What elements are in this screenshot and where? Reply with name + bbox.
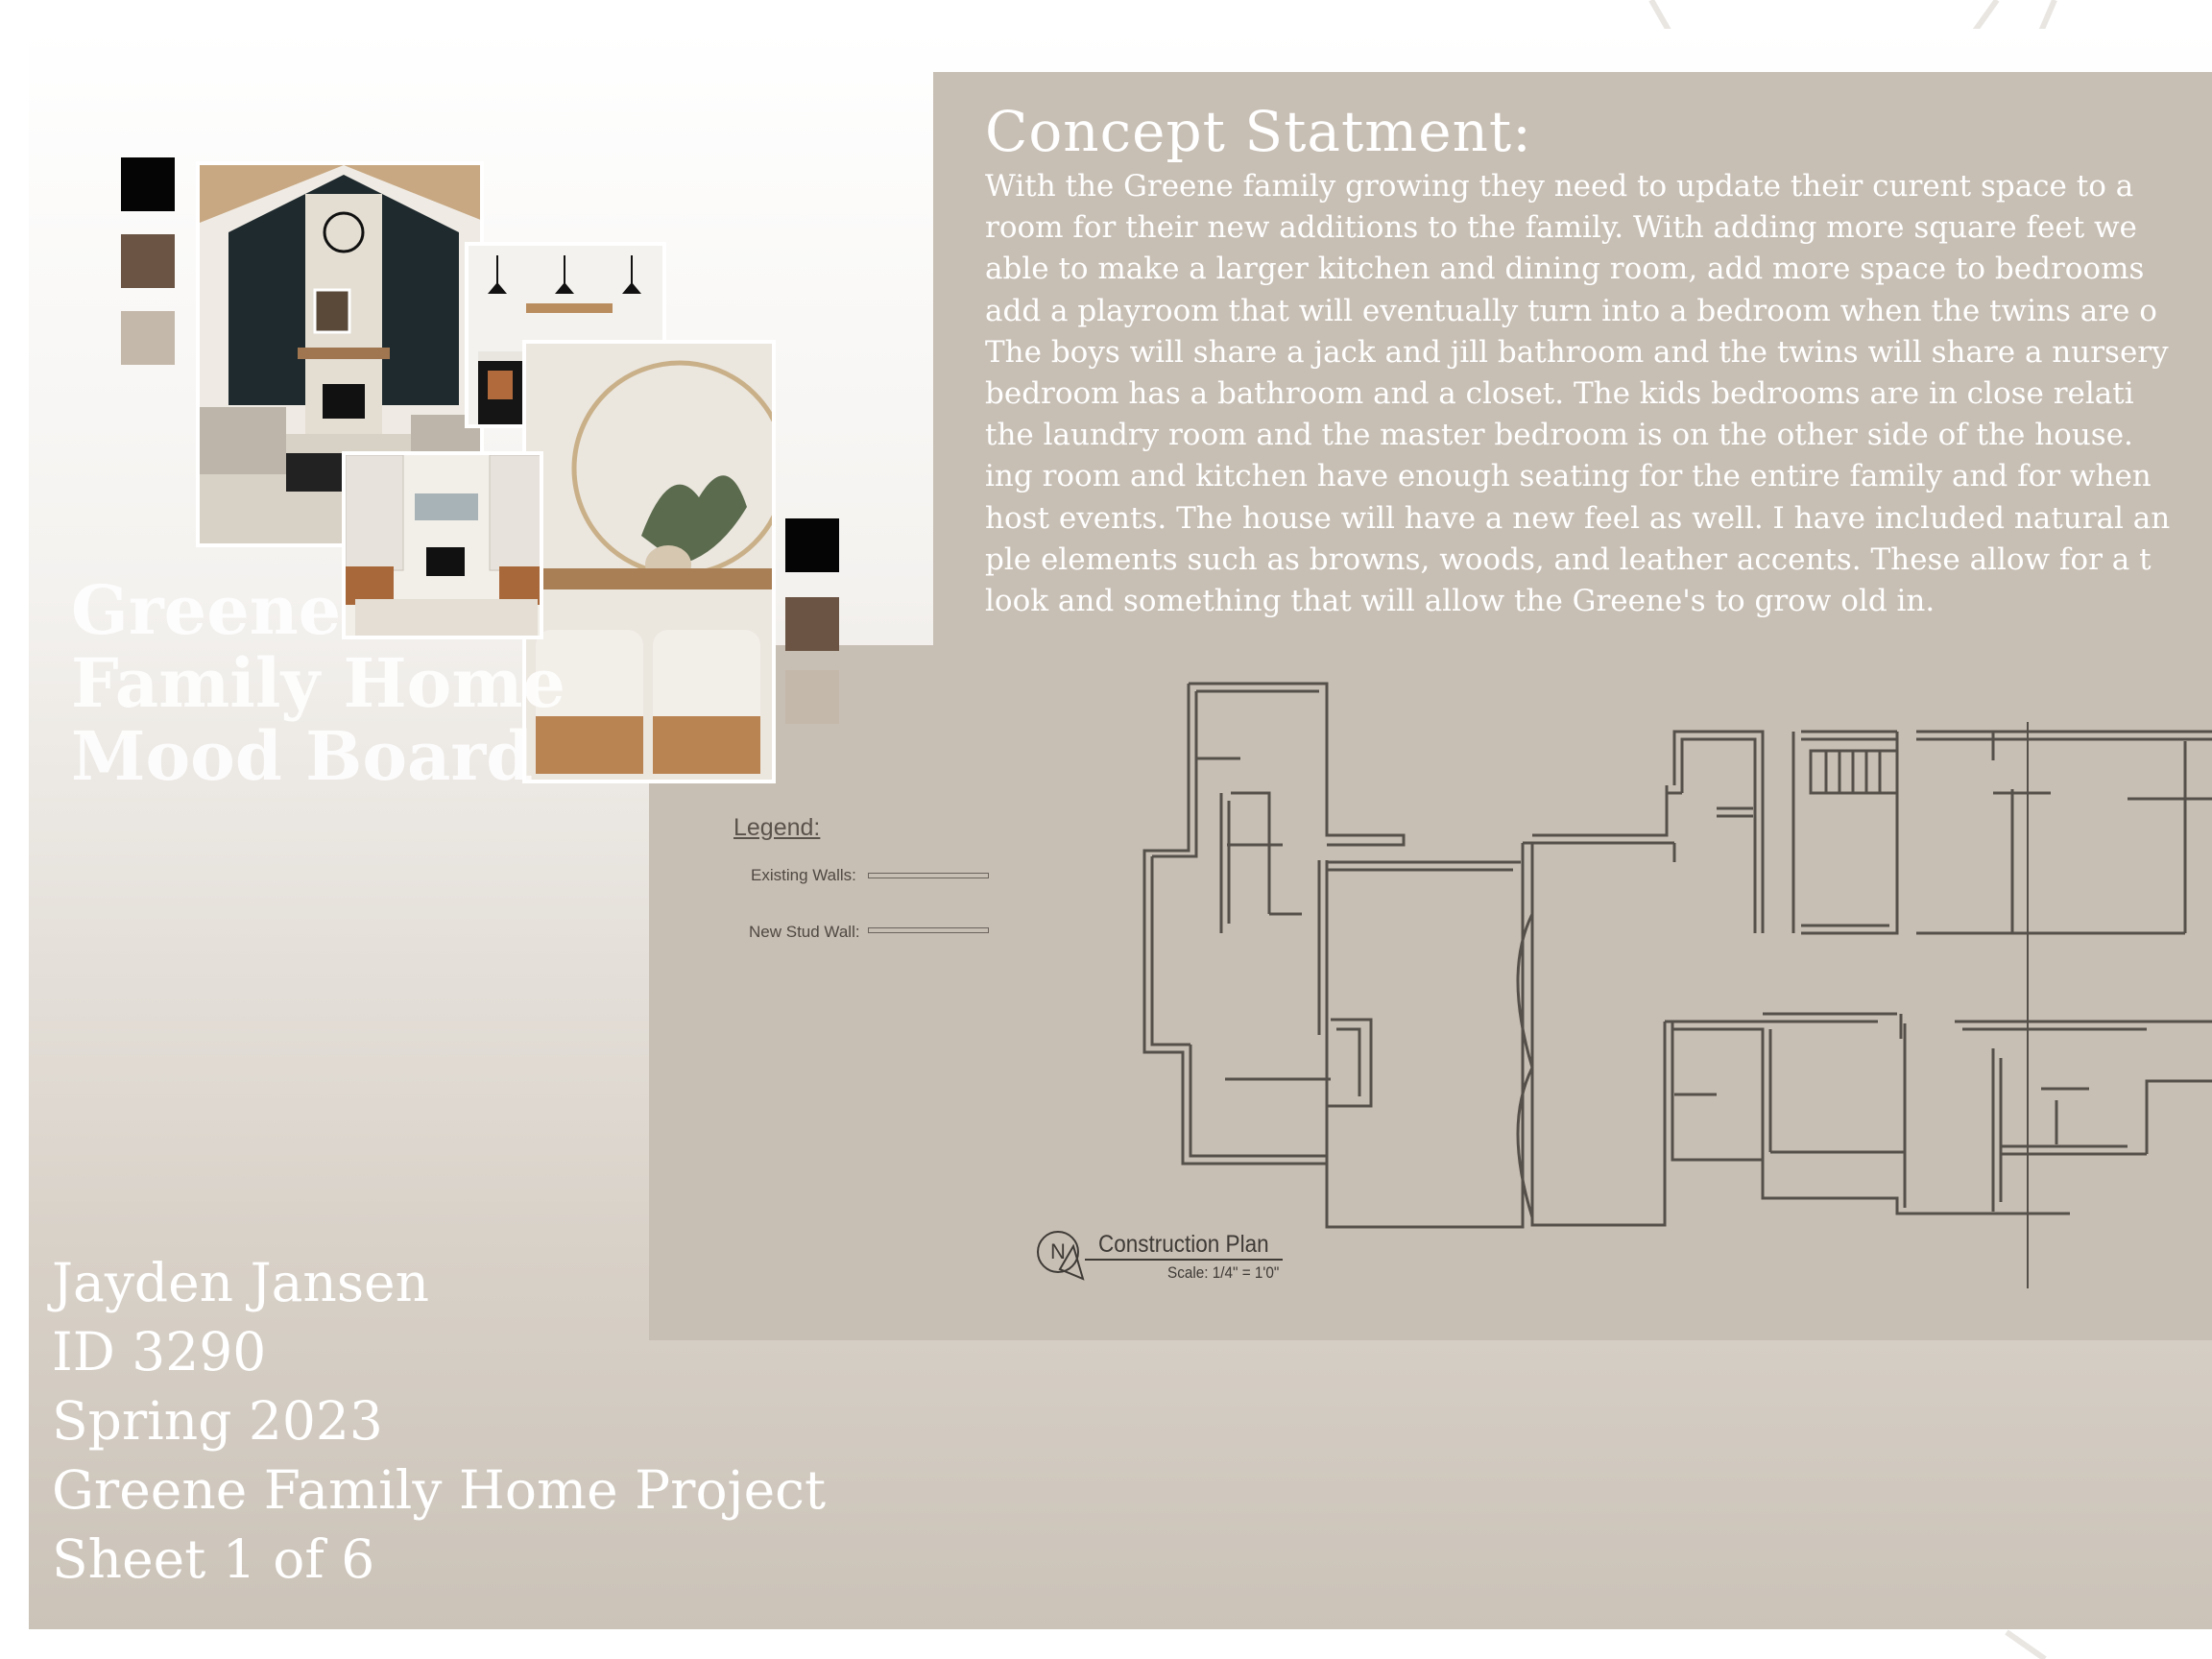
palette-swatch-brown [121,234,175,288]
floor-plan-drawing [649,645,2212,1340]
concept-line: add a playroom that will eventually turn into a bedroom when the twins are o [985,293,2157,328]
palette-swatch-taupe [121,311,175,365]
concept-line: able to make a larger kitchen and dining room, add more space to bedrooms [985,252,2145,287]
palette-swatch-black [785,518,839,572]
concept-statement-panel [933,72,2212,648]
concept-line: look and something that will allow the Greene's to grow old in. [985,584,1936,619]
plan-scale: Scale: 1/4" = 1'0" [1167,1263,1280,1282]
concept-body [985,166,2212,622]
designer-name: Jayden Jansen [52,1252,430,1313]
concept-line: With the Greene family growing they need to update their curent space to a [985,169,2134,204]
project-name: Greene Family Home Project [52,1459,827,1521]
palette-swatch-taupe [785,670,839,724]
term: Spring 2023 [52,1390,383,1452]
palette-swatch-brown [785,597,839,651]
concept-line: host events. The house will have a new feel as well. I have included natural an [985,500,2171,536]
sheet-number: Sheet 1 of 6 [52,1528,375,1590]
concept-line: bedroom has a bathroom and a closet. The kids bedrooms are in close relati [985,376,2134,412]
legend-new-stud-wall-label: New Stud Wall: [749,923,860,941]
north-marker: N [1037,1231,1079,1273]
concept-line: ple elements such as browns, woods, and leather accents. These allow for a t [985,541,2152,577]
board-title-line: Mood Board [71,716,534,796]
concept-line: The boys will share a jack and jill bathroom and the twins will share a nursery [985,334,2169,370]
concept-line: ing room and kitchen have enough seating for the entire family and for when [985,459,2152,494]
construction-plan-panel [649,645,2212,1340]
mood-board-title [71,570,565,796]
board-title-line: Family Home [71,643,565,723]
legend-existing-walls-label: Existing Walls: [751,866,856,884]
course-id: ID 3290 [52,1321,267,1382]
concept-line: room for their new additions to the family. With adding more square feet we [985,210,2137,246]
concept-line: the laundry room and the master bedroom is on the other side of the house. [985,418,2133,453]
project-info-block [52,1248,826,1594]
legend-title: Legend: [733,814,821,841]
plan-title: Construction Plan [1098,1231,1269,1258]
board-title-line: Greene [71,570,342,650]
palette-swatch-black [121,157,175,211]
concept-heading: Concept Statment: [985,99,1532,164]
